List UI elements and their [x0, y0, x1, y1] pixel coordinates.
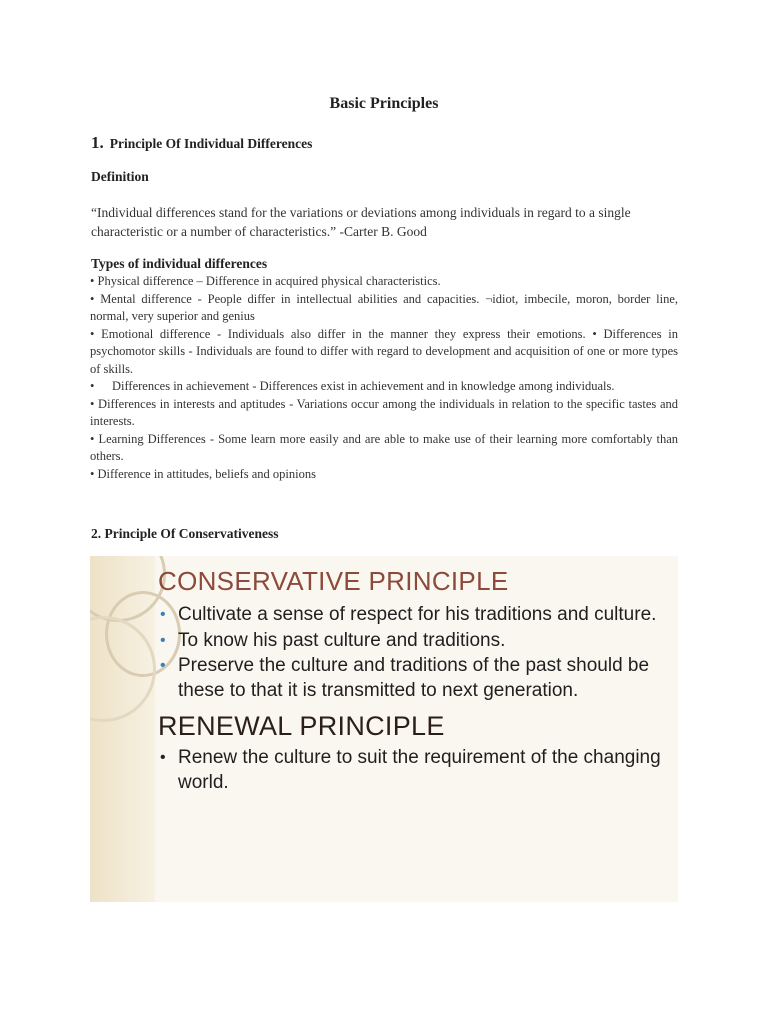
definition-quote: “Individual differences stand for the variations or deviations among individuals in regard to a single characteristic or a number of characteristics.” -Carter B. Good: [91, 205, 631, 239]
list-item: • Learning Differences - Some learn more easily and are able to make use of their learning more comfortably than others.: [90, 431, 678, 463]
definition-label: Definition: [91, 169, 149, 184]
list-item-text: Differences in achievement - Differences exist in achievement and in knowledge among individuals.: [112, 379, 615, 393]
slide-heading-renewal: RENEWAL PRINCIPLE: [158, 711, 445, 741]
list-item: • Difference in attitudes, beliefs and opinions: [90, 466, 316, 481]
list-item: • Mental difference - People differ in intellectual abilities and capacities. ¬idiot, imbecile, moron, border line, normal, very superior and genius: [90, 291, 678, 323]
section1-number: 1.: [91, 133, 104, 152]
slide-bullet-text: Cultivate a sense of respect for his traditions and culture.: [178, 604, 657, 625]
types-list: [90, 273, 678, 483]
slide-content: [158, 564, 673, 796]
bullet-glyph: •: [90, 379, 95, 393]
slide-bullet: [158, 654, 673, 703]
page-title: Basic Principles: [329, 95, 439, 112]
bullet-glyph: •: [160, 606, 166, 623]
section2-heading: 2. Principle Of Conservativeness: [91, 526, 279, 541]
slide-image: [90, 556, 678, 902]
list-item: [90, 378, 678, 396]
list-item: • Emotional difference - Individuals also differ in the manner they express their emotions. • Differences in psychomotor skills - Individuals are found to differ with regard to development and acquisition of one or more types of skills.: [90, 326, 678, 376]
list-item: • Physical difference – Difference in acquired physical characteristics.: [90, 274, 441, 288]
types-heading: Types of individual differences: [91, 256, 268, 271]
bullet-glyph: •: [160, 657, 166, 674]
slide-bullet: [158, 629, 673, 654]
slide-bullet: [158, 603, 673, 628]
slide-bullet-text: Preserve the culture and traditions of the past should be these to that it is transmitted to next generation.: [178, 655, 650, 701]
slide-bullet: [158, 746, 673, 795]
section1-heading-text: Principle Of Individual Differences: [109, 136, 313, 151]
bullet-glyph: •: [160, 749, 166, 766]
slide-heading-conservative: CONSERVATIVE PRINCIPLE: [158, 566, 509, 596]
list-item: • Differences in interests and aptitudes - Variations occur among the individuals in relation to the specific tastes and interests.: [90, 396, 678, 428]
slide-bullet-text: Renew the culture to suit the requirement of the changing world.: [178, 747, 661, 793]
section1-heading: [91, 133, 312, 153]
bullet-glyph: •: [160, 631, 166, 649]
slide-bullet-text: To know his past culture and traditions.: [178, 629, 506, 651]
